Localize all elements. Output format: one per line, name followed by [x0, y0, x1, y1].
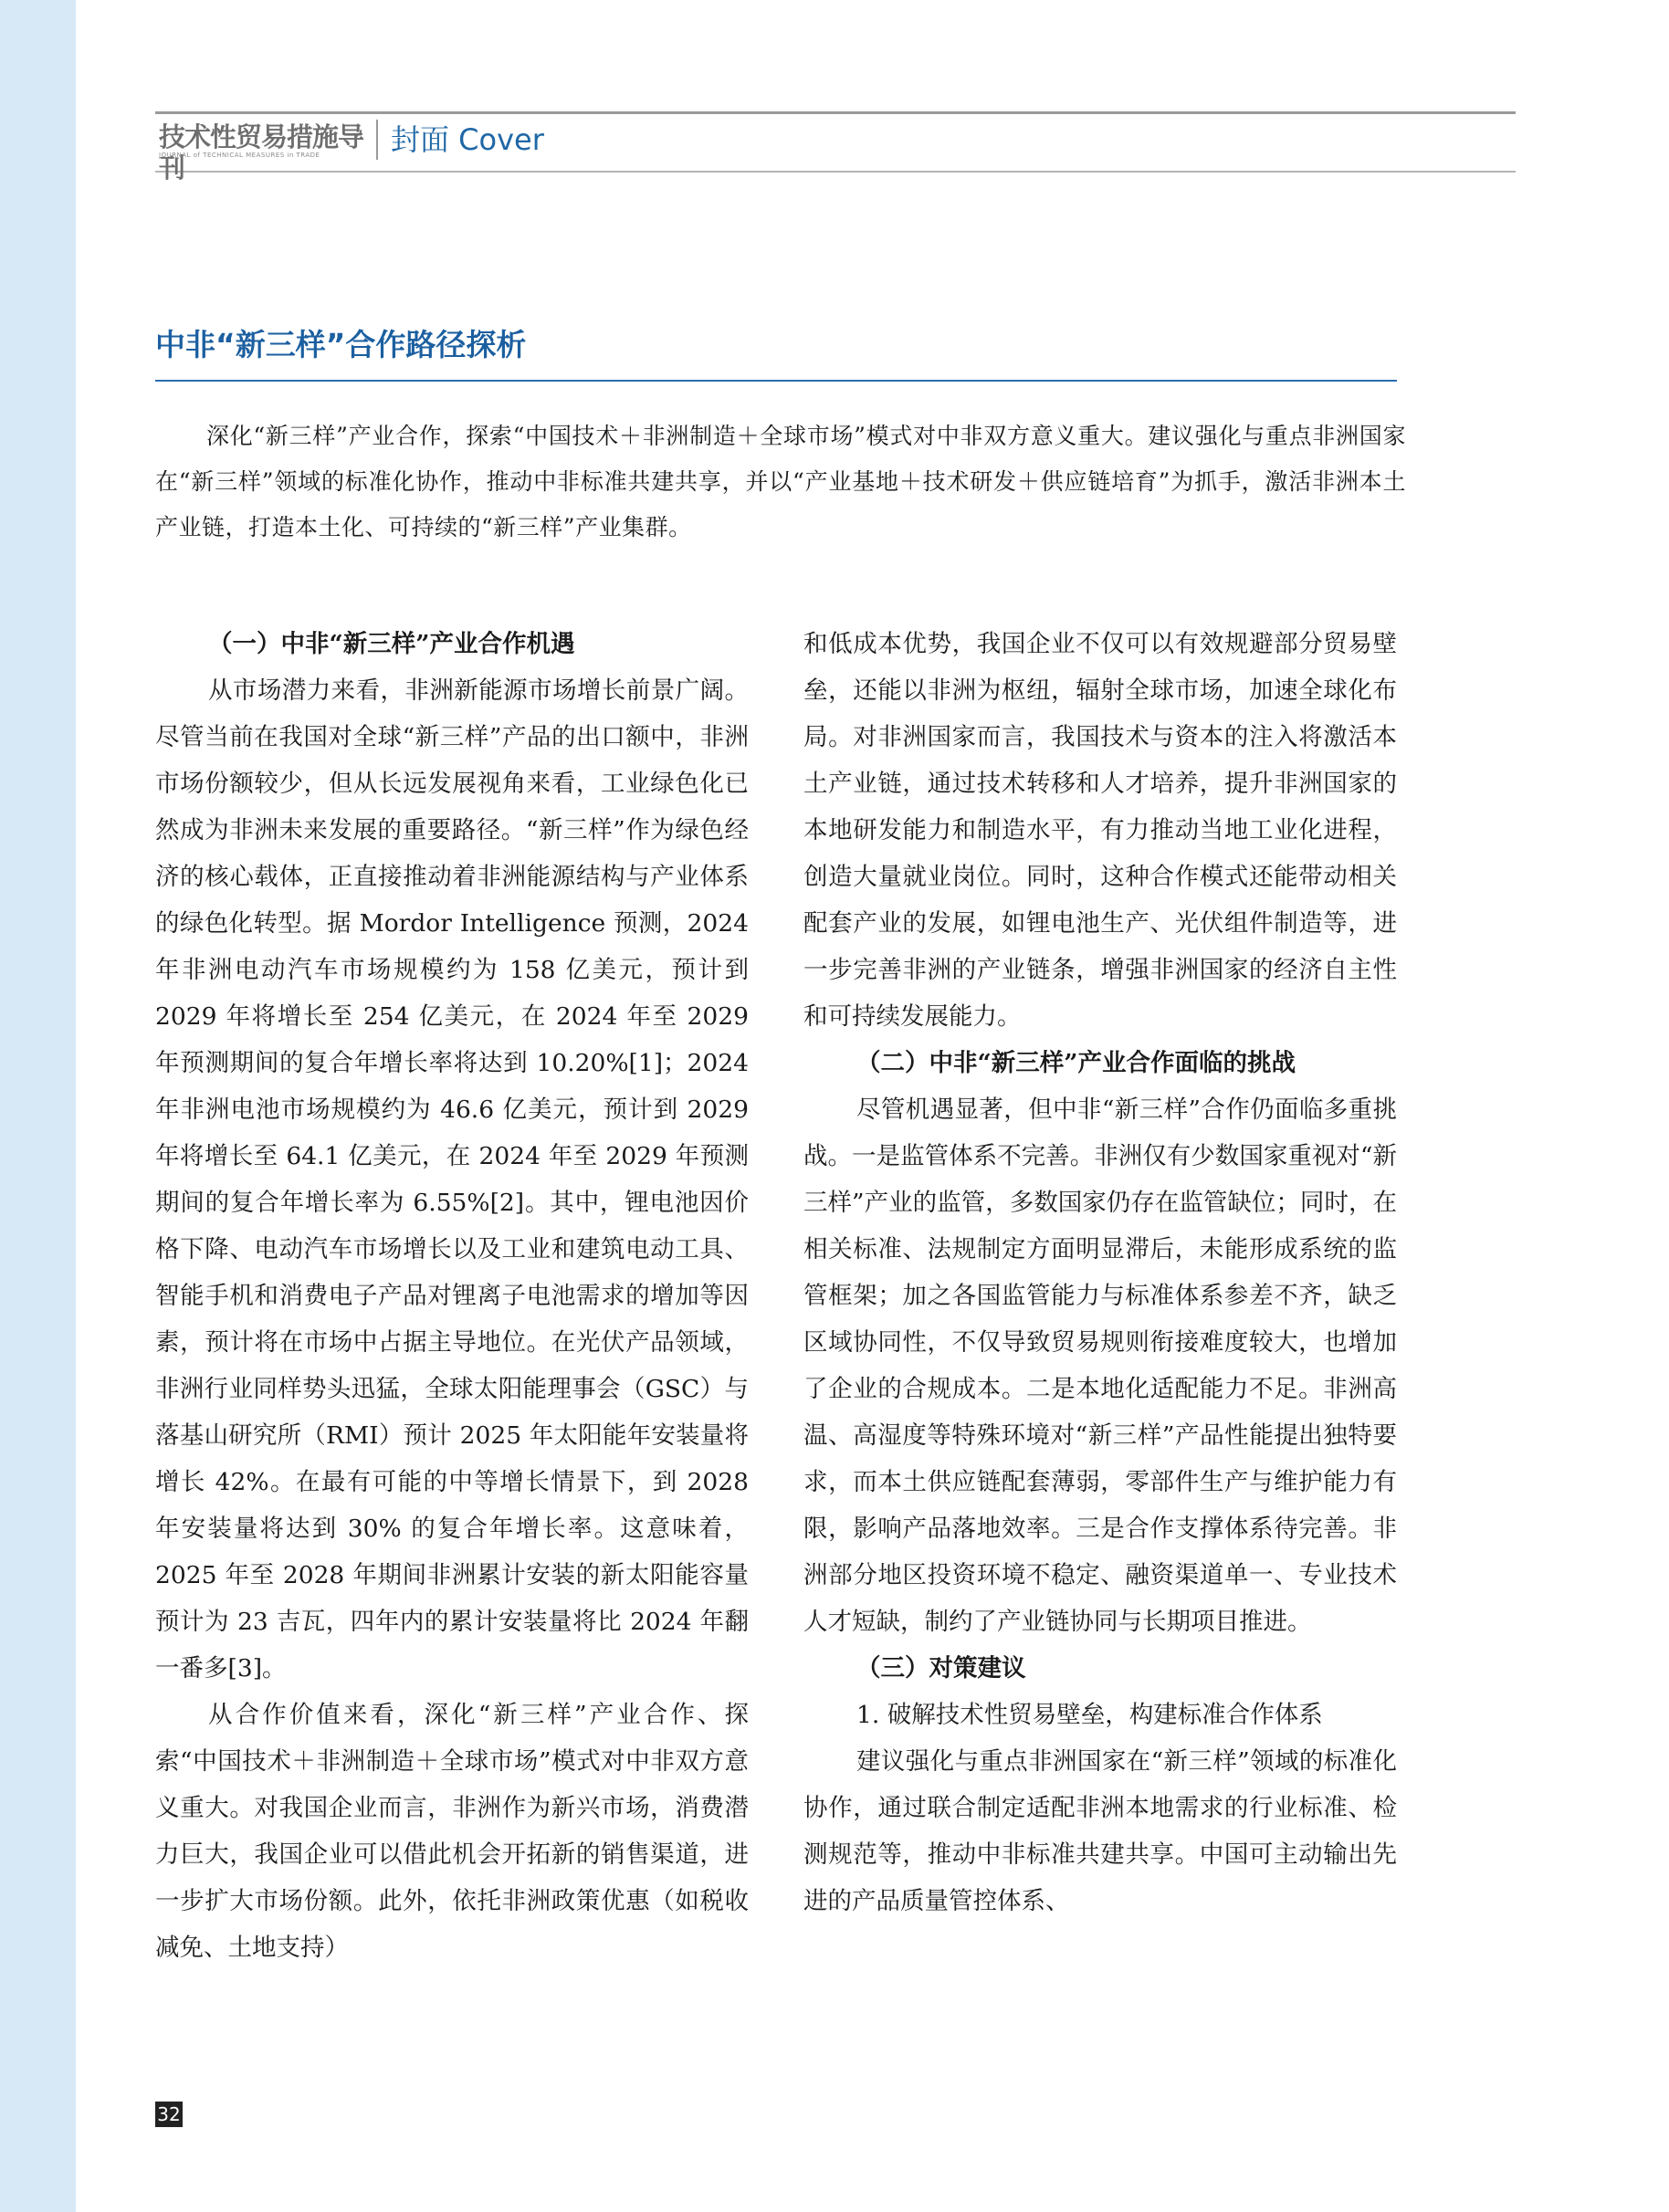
title-rule — [155, 380, 1397, 382]
left-column — [155, 621, 749, 1971]
section-heading-challenges: （二）中非“新三样”产业合作面临的挑战 — [856, 1049, 1296, 1077]
journal-name-en: JOURNAL of TECHNICAL MEASURES in TRADE — [159, 152, 320, 159]
right-column — [803, 621, 1397, 1924]
section-heading-suggestions: （三）对策建议 — [856, 1654, 1026, 1683]
subheading-standards: 1. 破解技术性贸易壁垒，构建标准合作体系 — [856, 1701, 1323, 1729]
paragraph-continued: 和低成本优势，我国企业不仅可以有效规避部分贸易壁垒，还能以非洲为枢纽，辐射全球市场，加速全球化布局。对非洲国家而言，我国技术与资本的注入将激活本土产业链，通过技术转移和人才培养，提升非洲国家的本地研发能力和制造水平，有力推动当地工业化进程，创造大量就业岗位。同时，这种合作模式还能带动相关配套产业的发展，如锂电池生产、光伏组件制造等，进一步完善非洲的产业链条，增强非洲国家的经济自主性和可持续发展能力。 — [803, 630, 1397, 1031]
paragraph-cooperation-value: 从合作价值来看，深化“新三样”产业合作、探索“中国技术＋非洲制造＋全球市场”模式对中非双方意义重大。对我国企业而言，非洲作为新兴市场，消费潜力巨大，我国企业可以借此机会开拓新的销售渠道，进一步扩大市场份额。此外，依托非洲政策优惠（如税收减免、土地支持） — [155, 1701, 749, 1962]
paragraph-challenges: 尽管机遇显著，但中非“新三样”合作仍面临多重挑战。一是监管体系不完善。非洲仅有少数国家重视对“新三样”产业的监管，多数国家仍存在监管缺位；同时，在相关标准、法规制定方面明显滞后，未能形成系统的监管框架；加之各国监管能力与标准体系参差不齐，缺乏区域协同性，不仅导致贸易规则衔接难度较大，也增加了企业的合规成本。二是本地化适配能力不足。非洲高温、高湿度等特殊环境对“新三样”产品性能提出独特要求，而本土供应链配套薄弱，零部件生产与维护能力有限，影响产品落地效率。三是合作支撑体系待完善。非洲部分地区投资环境不稳定、融资渠道单一、专业技术人才短缺，制约了产业链协同与长期项目推进。 — [803, 1096, 1397, 1636]
article-abstract: 深化“新三样”产业合作，探索“中国技术＋非洲制造＋全球市场”模式对中非双方意义重大。建议强化与重点非洲国家在“新三样”领域的标准化协作，推动中非标准共建共享，并以“产业基地＋技术研发＋供应链培育”为抓手，激活非洲本土产业链，打造本土化、可持续的“新三样”产业集群。 — [155, 423, 1406, 540]
journal-logo — [159, 121, 367, 183]
section-heading-opportunities: （一）中非“新三样”产业合作机遇 — [208, 630, 575, 658]
paragraph-market-potential: 从市场潜力来看，非洲新能源市场增长前景广阔。尽管当前在我国对全球“新三样”产品的出口额中，非洲市场份额较少，但从长远发展视角来看，工业绿色化已然成为非洲未来发展的重要路径。“新三样”作为绿色经济的核心载体，正直接推动着非洲能源结构与产业体系的绿色化转型。据 Mordor Intelligence 预测，2024 年非洲电动汽车市场规模约为 158 亿美元，预计到 2029 年将增长至 254 亿美元，在 2024 年至 2029 年预测期间的复合年增长率将达到 10.20%[1]；2024 年非洲电池市场规模约为 46.6 亿美元，预计到 2029 年将增长至 64.1 亿美元，在 2024 年至 2029 年预测期间的复合年增长率为 6.55%[2]。其中，锂电池因价格下降、电动汽车市场增长以及工业和建筑电动工具、智能手机和消费电子产品对锂离子电池需求的增加等因素，预计将在市场中占据主导地位。在光伏产品领域，非洲行业同样势头迅猛，全球太阳能理事会（GSC）与落基山研究所（RMI）预计 2025 年太阳能年安装量将增长 42%。在最有可能的中等增长情景下，到 2028 年安装量将达到 30% 的复合年增长率。这意味着，2025 年至 2028 年期间非洲累计安装的新太阳能容量预计为 23 吉瓦，四年内的累计安装量将比 2024 年翻一番多[3]。 — [155, 676, 749, 1683]
page-number: 32 — [155, 2102, 183, 2127]
article-title: 中非“新三样”合作路径探析 — [155, 327, 527, 362]
page-header — [155, 111, 1516, 183]
section-label: 封面 Cover — [391, 122, 544, 157]
left-margin-band — [0, 0, 76, 2212]
header-divider — [376, 120, 378, 160]
journal-name: 技术性贸易措施导刊 — [159, 121, 364, 183]
paragraph-standards: 建议强化与重点非洲国家在“新三样”领域的标准化协作，通过联合制定适配非洲本地需求的行业标准、检测规范等，推动中非标准共建共享。中国可主动输出先进的产品质量管控体系、 — [803, 1747, 1397, 1915]
